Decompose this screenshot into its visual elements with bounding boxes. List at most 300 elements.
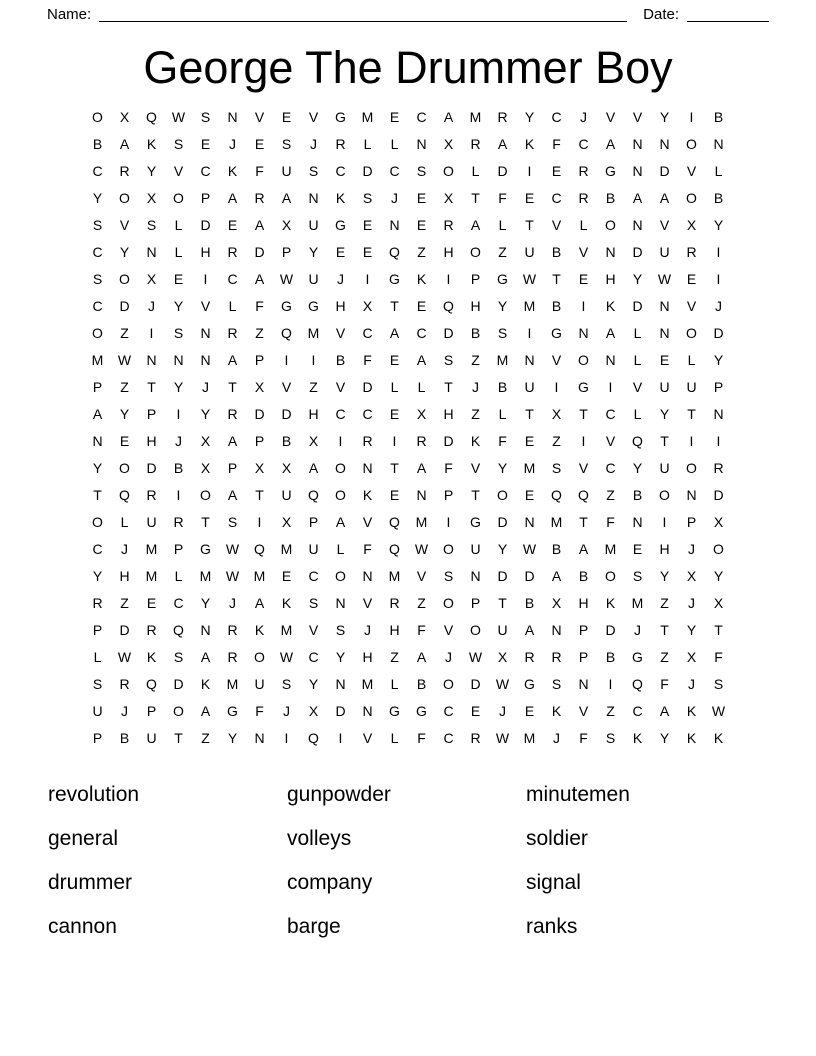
grid-letter: I xyxy=(716,244,721,260)
grid-letter: D xyxy=(713,487,724,503)
word-item: signal xyxy=(526,871,581,894)
grid-letter: X xyxy=(281,460,292,476)
grid-letter: V xyxy=(173,163,184,179)
grid-letter: N xyxy=(227,109,238,125)
grid-letter: Y xyxy=(200,406,211,422)
grid-letter: M xyxy=(361,109,374,125)
grid-letter: M xyxy=(604,541,617,557)
grid-letter: W xyxy=(495,730,510,746)
grid-letter: N xyxy=(308,190,319,206)
grid-letter: N xyxy=(605,244,616,260)
grid-letter: T xyxy=(660,622,669,638)
grid-letter: D xyxy=(497,568,508,584)
grid-letter: J xyxy=(229,595,236,611)
grid-letter: J xyxy=(148,298,155,314)
grid-letter: J xyxy=(121,541,128,557)
grid-letter: V xyxy=(578,460,589,476)
grid-letter: R xyxy=(713,460,724,476)
grid-letter: P xyxy=(686,514,697,530)
grid-letter: H xyxy=(308,406,319,422)
grid-letter: J xyxy=(283,703,290,719)
grid-letter: J xyxy=(688,676,695,692)
grid-letter: S xyxy=(308,595,319,611)
grid-letter: V xyxy=(281,379,292,395)
grid-letter: R xyxy=(227,622,238,638)
grid-letter: H xyxy=(200,244,211,260)
grid-letter: B xyxy=(605,190,616,206)
grid-letter: O xyxy=(335,487,346,503)
grid-letter: L xyxy=(390,379,399,395)
grid-letter: U xyxy=(308,271,319,287)
grid-letter: A xyxy=(659,190,670,206)
grid-row xyxy=(84,536,732,563)
grid-letter: N xyxy=(416,487,427,503)
grid-letter: E xyxy=(416,298,427,314)
grid-letter: F xyxy=(417,622,426,638)
grid-letter: G xyxy=(281,298,292,314)
grid-letter: W xyxy=(522,541,537,557)
grid-letter: A xyxy=(389,325,400,341)
grid-letter: N xyxy=(605,352,616,368)
grid-letter: A xyxy=(200,703,211,719)
grid-row xyxy=(84,266,732,293)
grid-letter: S xyxy=(605,730,616,746)
grid-letter: Z xyxy=(255,325,264,341)
grid-letter: D xyxy=(632,244,643,260)
grid-letter: V xyxy=(551,352,562,368)
date-blank-line xyxy=(687,6,769,22)
grid-letter: O xyxy=(443,541,454,557)
grid-letter: J xyxy=(310,136,317,152)
grid-letter: V xyxy=(578,703,589,719)
grid-letter: D xyxy=(497,514,508,530)
grid-letter: M xyxy=(469,109,482,125)
grid-row xyxy=(84,671,732,698)
grid-letter: Q xyxy=(389,514,400,530)
grid-letter: R xyxy=(254,190,265,206)
grid-letter: W xyxy=(279,271,294,287)
grid-letter: N xyxy=(200,325,211,341)
grid-letter: C xyxy=(443,703,454,719)
grid-letter: T xyxy=(687,406,696,422)
grid-letter: Y xyxy=(497,460,508,476)
grid-letter: I xyxy=(392,433,397,449)
grid-letter: L xyxy=(471,163,480,179)
grid-letter: I xyxy=(527,325,532,341)
grid-letter: I xyxy=(446,514,451,530)
grid-letter: E xyxy=(227,217,238,233)
grid-letter: Z xyxy=(660,595,669,611)
grid-letter: S xyxy=(335,622,346,638)
grid-letter: R xyxy=(119,676,130,692)
grid-letter: P xyxy=(92,730,103,746)
grid-row xyxy=(84,293,732,320)
grid-letter: G xyxy=(632,649,643,665)
grid-letter: O xyxy=(686,325,697,341)
grid-letter: V xyxy=(119,217,130,233)
grid-letter: X xyxy=(443,136,454,152)
word-item: company xyxy=(287,871,373,894)
grid-letter: C xyxy=(362,325,373,341)
grid-letter: N xyxy=(524,514,535,530)
grid-letter: Q xyxy=(443,298,454,314)
grid-letter: V xyxy=(362,514,373,530)
grid-letter: P xyxy=(308,514,319,530)
grid-letter: D xyxy=(470,676,481,692)
grid-letter: W xyxy=(495,676,510,692)
grid-letter: A xyxy=(227,190,238,206)
grid-letter: G xyxy=(335,217,346,233)
grid-letter: A xyxy=(254,217,265,233)
grid-letter: E xyxy=(254,136,265,152)
grid-letter: M xyxy=(307,325,320,341)
grid-letter: C xyxy=(416,109,427,125)
grid-letter: V xyxy=(578,244,589,260)
grid-letter: Q xyxy=(281,325,292,341)
grid-letter: M xyxy=(523,298,536,314)
grid-letter: E xyxy=(281,568,292,584)
grid-letter: E xyxy=(389,352,400,368)
grid-letter: J xyxy=(121,703,128,719)
grid-letter: O xyxy=(497,487,508,503)
grid-letter: H xyxy=(146,433,157,449)
grid-letter: S xyxy=(281,136,292,152)
grid-letter: R xyxy=(524,649,535,665)
grid-letter: V xyxy=(470,460,481,476)
grid-letter: Y xyxy=(119,244,130,260)
word-column xyxy=(48,782,287,958)
grid-letter: P xyxy=(578,649,589,665)
grid-letter: S xyxy=(227,514,238,530)
grid-letter: C xyxy=(227,271,238,287)
grid-letter: H xyxy=(362,649,373,665)
grid-letter: O xyxy=(119,271,130,287)
grid-letter: G xyxy=(470,514,481,530)
grid-letter: M xyxy=(388,568,401,584)
grid-letter: K xyxy=(146,649,157,665)
grid-letter: L xyxy=(390,730,399,746)
grid-letter: X xyxy=(308,433,319,449)
grid-letter: E xyxy=(389,406,400,422)
grid-letter: S xyxy=(443,568,454,584)
grid-letter: D xyxy=(335,703,346,719)
grid-letter: Y xyxy=(173,379,184,395)
grid-letter: H xyxy=(605,271,616,287)
grid-letter: M xyxy=(280,541,293,557)
grid-letter: I xyxy=(581,433,586,449)
grid-letter: Z xyxy=(471,406,480,422)
grid-letter: R xyxy=(227,244,238,260)
grid-letter: O xyxy=(119,460,130,476)
grid-letter: O xyxy=(200,487,211,503)
grid-letter: R xyxy=(227,406,238,422)
grid-letter: F xyxy=(255,298,264,314)
word-item: barge xyxy=(287,915,341,938)
grid-letter: U xyxy=(470,541,481,557)
grid-letter: T xyxy=(147,379,156,395)
grid-letter: K xyxy=(551,703,562,719)
grid-letter: Y xyxy=(713,568,724,584)
grid-letter: Z xyxy=(417,595,426,611)
grid-letter: A xyxy=(227,487,238,503)
grid-letter: O xyxy=(686,136,697,152)
grid-letter: E xyxy=(524,703,535,719)
grid-letter: V xyxy=(551,217,562,233)
grid-row xyxy=(84,590,732,617)
grid-letter: N xyxy=(713,136,724,152)
grid-letter: W xyxy=(468,649,483,665)
grid-letter: L xyxy=(633,406,642,422)
grid-letter: S xyxy=(92,676,103,692)
grid-row xyxy=(84,644,732,671)
grid-letter: F xyxy=(660,676,669,692)
grid-letter: A xyxy=(119,136,130,152)
grid-letter: P xyxy=(227,460,238,476)
grid-letter: N xyxy=(578,676,589,692)
grid-letter: L xyxy=(174,244,183,260)
grid-letter: N xyxy=(686,487,697,503)
grid-letter: N xyxy=(416,136,427,152)
grid-letter: B xyxy=(497,379,508,395)
grid-letter: V xyxy=(605,433,616,449)
grid-letter: F xyxy=(363,352,372,368)
grid-letter: R xyxy=(119,163,130,179)
grid-letter: D xyxy=(605,622,616,638)
grid-letter: O xyxy=(578,352,589,368)
word-column xyxy=(526,782,765,958)
grid-letter: I xyxy=(149,325,154,341)
grid-letter: Y xyxy=(92,568,103,584)
grid-letter: G xyxy=(497,271,508,287)
grid-letter: Y xyxy=(146,163,157,179)
grid-letter: P xyxy=(146,406,157,422)
grid-letter: M xyxy=(226,676,239,692)
grid-row xyxy=(84,320,732,347)
grid-letter: O xyxy=(92,325,103,341)
grid-letter: N xyxy=(254,730,265,746)
grid-letter: Q xyxy=(551,487,562,503)
grid-letter: T xyxy=(579,514,588,530)
grid-letter: O xyxy=(335,460,346,476)
grid-letter: F xyxy=(606,514,615,530)
grid-letter: N xyxy=(551,622,562,638)
grid-letter: O xyxy=(605,568,616,584)
grid-letter: W xyxy=(171,109,186,125)
grid-letter: T xyxy=(525,406,534,422)
grid-letter: K xyxy=(686,703,697,719)
grid-letter: H xyxy=(335,298,346,314)
grid-letter: B xyxy=(416,676,427,692)
grid-letter: K xyxy=(281,595,292,611)
grid-letter: O xyxy=(443,676,454,692)
grid-letter: O xyxy=(173,190,184,206)
grid-letter: Q xyxy=(632,676,643,692)
grid-letter: Z xyxy=(660,649,669,665)
grid-letter: O xyxy=(443,163,454,179)
grid-letter: E xyxy=(200,136,211,152)
grid-letter: P xyxy=(173,541,184,557)
grid-letter: N xyxy=(632,514,643,530)
grid-letter: V xyxy=(362,730,373,746)
grid-letter: L xyxy=(93,649,102,665)
grid-letter: X xyxy=(146,190,157,206)
grid-letter: D xyxy=(119,298,130,314)
grid-letter: G xyxy=(389,703,400,719)
grid-letter: S xyxy=(713,676,724,692)
grid-letter: T xyxy=(174,730,183,746)
grid-letter: G xyxy=(605,163,616,179)
grid-letter: C xyxy=(389,163,400,179)
grid-letter: S xyxy=(632,568,643,584)
grid-letter: E xyxy=(686,271,697,287)
grid-letter: P xyxy=(92,622,103,638)
grid-letter: Z xyxy=(309,379,318,395)
grid-letter: E xyxy=(362,244,373,260)
grid-letter: T xyxy=(471,190,480,206)
grid-letter: A xyxy=(497,136,508,152)
grid-letter: G xyxy=(551,325,562,341)
grid-letter: O xyxy=(119,190,130,206)
grid-letter: L xyxy=(498,406,507,422)
grid-letter: R xyxy=(686,244,697,260)
grid-letter: Y xyxy=(659,730,670,746)
grid-letter: Q xyxy=(389,541,400,557)
grid-letter: S xyxy=(551,460,562,476)
grid-letter: N xyxy=(335,595,346,611)
grid-letter: V xyxy=(686,298,697,314)
grid-letter: Z xyxy=(120,325,129,341)
grid-letter: N xyxy=(146,352,157,368)
grid-letter: Y xyxy=(713,217,724,233)
grid-letter: O xyxy=(659,487,670,503)
grid-letter: Z xyxy=(120,379,129,395)
grid-letter: R xyxy=(416,433,427,449)
grid-letter: G xyxy=(308,298,319,314)
grid-letter: B xyxy=(632,487,643,503)
grid-letter: P xyxy=(470,271,481,287)
grid-letter: C xyxy=(416,325,427,341)
grid-letter: J xyxy=(688,595,695,611)
grid-letter: R xyxy=(497,109,508,125)
grid-letter: H xyxy=(470,298,481,314)
grid-letter: Z xyxy=(552,433,561,449)
grid-letter: C xyxy=(335,406,346,422)
grid-letter: I xyxy=(446,271,451,287)
grid-letter: I xyxy=(203,271,208,287)
grid-letter: K xyxy=(605,298,616,314)
grid-letter: Z xyxy=(390,649,399,665)
grid-row xyxy=(84,104,732,131)
grid-letter: K xyxy=(686,730,697,746)
grid-letter: M xyxy=(145,541,158,557)
grid-row xyxy=(84,725,732,752)
grid-letter: E xyxy=(119,433,130,449)
grid-letter: L xyxy=(174,568,183,584)
grid-letter: X xyxy=(254,460,265,476)
grid-letter: L xyxy=(498,217,507,233)
date-label: Date: xyxy=(643,6,679,23)
grid-letter: N xyxy=(632,163,643,179)
grid-letter: R xyxy=(470,136,481,152)
grid-letter: E xyxy=(524,190,535,206)
grid-letter: T xyxy=(390,460,399,476)
grid-letter: I xyxy=(527,163,532,179)
grid-letter: Z xyxy=(606,703,615,719)
grid-letter: X xyxy=(416,406,427,422)
grid-letter: M xyxy=(91,352,104,368)
grid-letter: M xyxy=(280,622,293,638)
grid-letter: V xyxy=(308,622,319,638)
grid-letter: S xyxy=(443,352,454,368)
grid-letter: T xyxy=(498,595,507,611)
grid-letter: L xyxy=(174,217,183,233)
grid-letter: F xyxy=(714,649,723,665)
grid-letter: Y xyxy=(497,298,508,314)
grid-letter: O xyxy=(173,703,184,719)
grid-row xyxy=(84,131,732,158)
grid-letter: X xyxy=(254,379,265,395)
grid-letter: T xyxy=(444,379,453,395)
grid-letter: Z xyxy=(606,487,615,503)
grid-letter: A xyxy=(254,271,265,287)
grid-letter: E xyxy=(389,109,400,125)
grid-letter: J xyxy=(202,379,209,395)
grid-letter: U xyxy=(524,244,535,260)
grid-letter: A xyxy=(524,622,535,638)
grid-letter: X xyxy=(443,190,454,206)
grid-letter: K xyxy=(632,730,643,746)
word-search-grid xyxy=(84,104,732,752)
grid-letter: P xyxy=(254,433,265,449)
grid-letter: X xyxy=(713,595,724,611)
grid-letter: A xyxy=(416,649,427,665)
grid-letter: V xyxy=(335,325,346,341)
grid-letter: K xyxy=(713,730,724,746)
grid-letter: Z xyxy=(417,244,426,260)
grid-letter: J xyxy=(364,622,371,638)
grid-letter: N xyxy=(632,217,643,233)
grid-letter: B xyxy=(578,568,589,584)
grid-letter: A xyxy=(470,217,481,233)
grid-row xyxy=(84,698,732,725)
grid-letter: T xyxy=(201,514,210,530)
grid-letter: J xyxy=(688,541,695,557)
grid-letter: I xyxy=(257,514,262,530)
grid-letter: I xyxy=(365,271,370,287)
grid-letter: M xyxy=(631,595,644,611)
grid-letter: M xyxy=(361,676,374,692)
grid-letter: U xyxy=(254,676,265,692)
word-list xyxy=(0,752,816,958)
grid-letter: A xyxy=(227,352,238,368)
grid-row xyxy=(84,428,732,455)
grid-letter: P xyxy=(146,703,157,719)
word-column xyxy=(287,782,526,958)
grid-letter: N xyxy=(470,568,481,584)
grid-letter: V xyxy=(254,109,265,125)
grid-letter: F xyxy=(363,541,372,557)
grid-letter: D xyxy=(254,244,265,260)
name-label: Name: xyxy=(47,6,92,23)
grid-letter: U xyxy=(146,730,157,746)
grid-letter: I xyxy=(689,433,694,449)
grid-letter: I xyxy=(608,676,613,692)
page-title: George The Drummer Boy xyxy=(143,42,673,93)
grid-letter: B xyxy=(551,541,562,557)
grid-letter: X xyxy=(713,514,724,530)
grid-letter: O xyxy=(92,514,103,530)
grid-letter: L xyxy=(336,541,345,557)
